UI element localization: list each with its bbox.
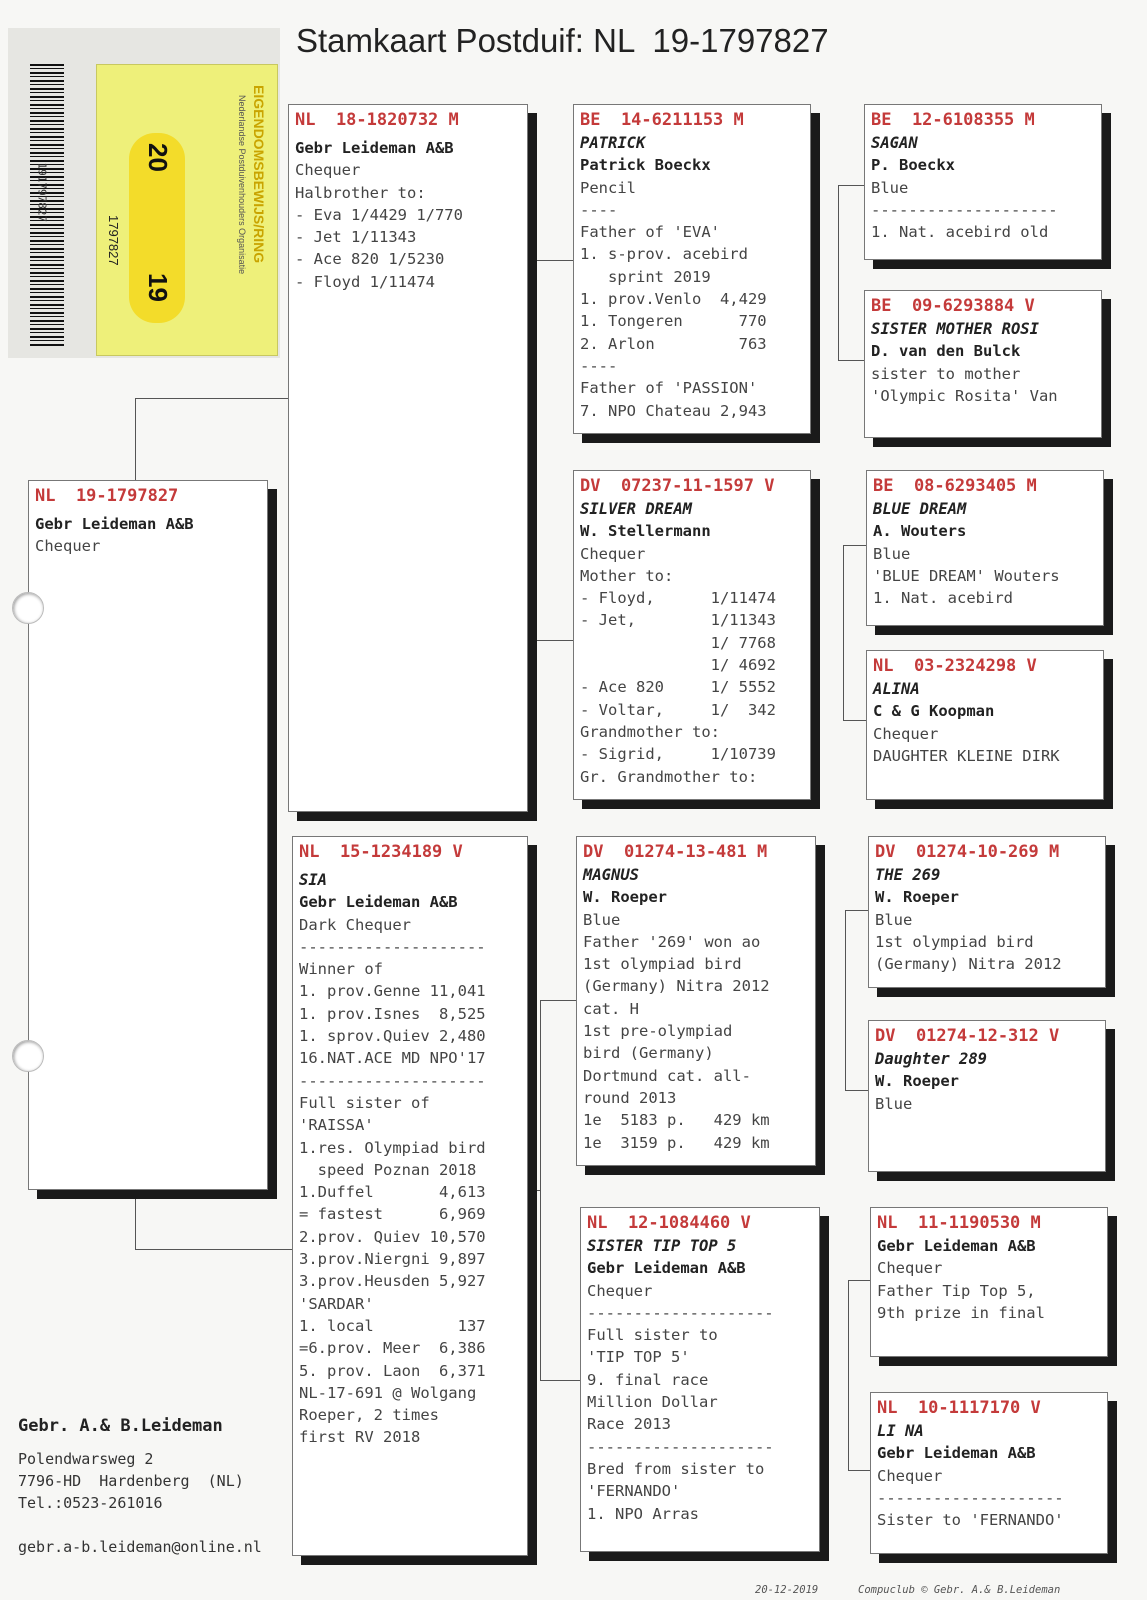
breeder: W. Roeper <box>875 1072 959 1091</box>
color: Blue <box>875 910 913 929</box>
info-line: Mother to: <box>580 566 674 585</box>
city: 7796-HD Hardenberg (NL) <box>18 1472 244 1490</box>
ring-number: NL 12-1084460 V <box>587 1213 751 1233</box>
pigeon-name: LI NA <box>877 1422 924 1440</box>
info-line: Gr. Grandmother to: <box>580 767 758 786</box>
color: Chequer <box>295 161 361 180</box>
info-line: Father Tip Top 5, <box>877 1281 1036 1300</box>
info-line: 1/ 7768 <box>580 633 776 652</box>
info-line: Full sister to <box>587 1326 718 1345</box>
breeder: Gebr Leideman A&B <box>35 515 194 533</box>
info-line: 3.prov.Heusden 5,927 <box>299 1272 486 1291</box>
connector <box>135 398 136 480</box>
ownership-label: EIGENDOMSBEWIJS/RING <box>251 85 267 264</box>
info-line: - Ace 820 1/5230 <box>295 250 445 269</box>
info-line: =6.prov. Meer 6,386 <box>299 1339 486 1358</box>
breeder: Gebr Leideman A&B <box>295 139 454 157</box>
breeder: C & G Koopman <box>873 702 995 721</box>
info-line: = fastest 6,969 <box>299 1205 486 1224</box>
info-line: 16.NAT.ACE MD NPO'17 <box>299 1049 486 1068</box>
info-line: ---- <box>580 200 618 219</box>
pigeon-name: Daughter 289 <box>875 1050 987 1068</box>
info-line: -------------------- <box>587 1303 774 1322</box>
pedigree-card-ddd <box>870 1392 1108 1554</box>
info-line: 'TIP TOP 5' <box>587 1348 690 1367</box>
pigeon-name: SISTER TIP TOP 5 <box>587 1237 737 1255</box>
ring-number: NL 03-2324298 V <box>873 656 1037 676</box>
info-line: Sister to 'FERNANDO' <box>877 1511 1064 1530</box>
info-line: - Jet, 1/11343 <box>580 611 776 630</box>
info-line: 2.prov. Quiev 10,570 <box>299 1227 486 1246</box>
connector <box>845 910 869 911</box>
connector <box>843 545 844 720</box>
info-line: - Floyd 1/11474 <box>295 272 435 291</box>
info-line: 9th prize in final <box>877 1303 1045 1322</box>
info-line: -------------------- <box>587 1437 774 1456</box>
color: Blue <box>875 1094 913 1113</box>
info-line: 1. prov.Venlo 4,429 <box>580 290 767 309</box>
pigeon-name: SIA <box>299 871 327 889</box>
connector <box>838 360 864 361</box>
pedigree-card-dam <box>292 836 528 1556</box>
ring-number: DV 07237-11-1597 V <box>580 476 775 496</box>
ring-number: BE 09-6293884 V <box>871 296 1035 316</box>
info-line: 1. Nat. acebird old <box>871 223 1049 242</box>
connector <box>535 260 536 640</box>
color: Chequer <box>873 724 939 743</box>
phone: Tel.:0523-261016 <box>18 1494 163 1512</box>
info-line: cat. H <box>583 999 639 1018</box>
ownership-card <box>96 64 278 356</box>
info-line: 1. sprov.Quiev 2,480 <box>299 1027 486 1046</box>
connector <box>540 1000 576 1001</box>
connector <box>528 470 536 471</box>
breeder: Gebr Leideman A&B <box>587 1259 746 1278</box>
info-line: 1/ 4692 <box>580 656 776 675</box>
info-line: 'SARDAR' <box>299 1294 374 1313</box>
breeder: Patrick Boeckx <box>580 156 711 175</box>
pedigree-card-dss <box>868 836 1106 988</box>
breeder: P. Boeckx <box>871 156 955 175</box>
info-line: 3.prov.Niergni 9,897 <box>299 1250 486 1269</box>
ring-certificate <box>8 28 280 358</box>
info-line: Race 2013 <box>587 1415 671 1434</box>
breeder: Gebr Leideman A&B <box>299 893 458 912</box>
color: Blue <box>871 178 909 197</box>
pedigree-card-sdd <box>866 650 1104 800</box>
info-line: NL-17-691 @ Wolgang <box>299 1383 477 1402</box>
info-line: Winner of <box>299 960 383 979</box>
info-line: -------------------- <box>877 1488 1064 1507</box>
info-line: - Floyd, 1/11474 <box>580 589 776 608</box>
info-line: -------------------- <box>299 937 486 956</box>
info-line: speed Poznan 2018 <box>299 1160 477 1179</box>
breeder: A. Wouters <box>873 522 967 541</box>
company-name: Gebr. A.& B.Leideman <box>18 1416 223 1436</box>
org-label: Nederlandse Postduivenhouders Organisatie <box>237 95 247 275</box>
pedigree-card-dam-dam <box>580 1207 820 1552</box>
info-line: (Germany) Nitra 2012 <box>583 977 770 996</box>
pedigree-card-sire-dam <box>573 470 811 800</box>
info-line: Bred from sister to <box>587 1459 765 1478</box>
ring-number: BE 08-6293405 M <box>873 476 1037 496</box>
punch-hole <box>12 592 44 624</box>
year-left: 20 <box>143 143 173 172</box>
info-line: 9. final race <box>587 1370 709 1389</box>
color: Chequer <box>877 1466 943 1485</box>
punch-hole <box>12 1040 44 1072</box>
ring-number: NL 10-1117170 V <box>877 1398 1041 1418</box>
color: Pencil <box>580 178 636 197</box>
info-line: round 2013 <box>583 1088 677 1107</box>
year-badge <box>129 133 185 323</box>
info-line: 1.res. Olympiad bird <box>299 1138 486 1157</box>
barcode-number: 191797827 <box>35 162 49 223</box>
ring-number: NL 18-1820732 M <box>295 110 459 130</box>
info-line: 1st olympiad bird <box>583 955 742 974</box>
color: Chequer <box>877 1259 943 1278</box>
connector <box>540 1380 580 1381</box>
connector <box>838 185 839 360</box>
ring-number: BE 12-6108355 M <box>871 110 1035 130</box>
connector <box>838 185 864 186</box>
pigeon-name: PATRICK <box>580 134 646 152</box>
connector <box>843 720 867 721</box>
ring-number: NL 19-1797827 <box>35 486 179 506</box>
info-line: 'FERNANDO' <box>587 1482 681 1501</box>
print-date: 20-12-2019 <box>755 1584 819 1596</box>
info-line: Million Dollar <box>587 1393 718 1412</box>
breeder: W. Stellermann <box>580 522 711 541</box>
ring-number: NL 15-1234189 V <box>299 842 463 862</box>
info-line: 1e 5183 p. 429 km <box>583 1111 770 1130</box>
info-line: -------------------- <box>871 200 1058 219</box>
ring-number: DV 01274-13-481 M <box>583 842 768 862</box>
connector <box>845 910 846 1090</box>
copyright: Compuclub © Gebr. A.& B.Leideman <box>858 1584 1061 1596</box>
color: Chequer <box>580 544 646 563</box>
info-line: Halbrother to: <box>295 183 426 202</box>
color: Dark Chequer <box>299 915 411 934</box>
pigeon-name: SAGAN <box>871 134 918 152</box>
info-line: Roeper, 2 times <box>299 1406 439 1425</box>
pedigree-card-dam-sire <box>576 836 816 1166</box>
info-line: 'Olympic Rosita' Van <box>871 386 1058 405</box>
connector <box>848 1280 849 1470</box>
info-line: Father of 'EVA' <box>580 223 720 242</box>
info-line: Father of 'PASSION' <box>580 379 758 398</box>
page-title: Stamkaart Postduif: NL 19-1797827 <box>296 22 829 59</box>
info-line: - Ace 820 1/ 5552 <box>580 678 776 697</box>
info-line: 1. prov.Isnes 8,525 <box>299 1004 486 1023</box>
info-line: 2. Arlon 763 <box>580 334 767 353</box>
info-line: Grandmother to: <box>580 722 720 741</box>
pigeon-name: MAGNUS <box>583 866 639 884</box>
pedigree-card-sire <box>288 104 528 812</box>
info-line: sprint 2019 <box>580 267 711 286</box>
connector <box>845 1090 869 1091</box>
breeder: W. Roeper <box>583 888 667 907</box>
pigeon-name: ALINA <box>873 680 920 698</box>
info-line: 1. Tongeren 770 <box>580 312 767 331</box>
ring-number: DV 01274-10-269 M <box>875 842 1060 862</box>
info-line: first RV 2018 <box>299 1428 421 1447</box>
pedigree-card-sds <box>866 470 1104 626</box>
color: Chequer <box>35 537 101 556</box>
pigeon-name: SILVER DREAM <box>580 500 692 518</box>
pedigree-card-sire-sire <box>573 104 811 434</box>
info-line: - Eva 1/4429 1/770 <box>295 205 463 224</box>
info-line: -------------------- <box>299 1071 486 1090</box>
info-line: (Germany) Nitra 2012 <box>875 955 1062 974</box>
info-line: 7. NPO Chateau 2,943 <box>580 401 767 420</box>
info-line: 1st olympiad bird <box>875 932 1034 951</box>
color: Blue <box>583 910 621 929</box>
pedigree-card-dsd <box>868 1020 1106 1172</box>
info-line: DAUGHTER KLEINE DIRK <box>873 746 1060 765</box>
year-right: 19 <box>143 273 173 302</box>
email-link[interactable]: gebr.a-b.leideman@online.nl <box>18 1538 262 1556</box>
connector <box>848 1470 872 1471</box>
connector <box>848 1280 872 1281</box>
ring-number: BE 14-6211153 M <box>580 110 744 130</box>
info-line: 1st pre-olympiad <box>583 1022 733 1041</box>
color: Chequer <box>587 1281 653 1300</box>
info-line: 1. Nat. acebird <box>873 589 1013 608</box>
info-line: Dortmund cat. all- <box>583 1066 751 1085</box>
info-line: sister to mother <box>871 364 1021 383</box>
pigeon-name: THE 269 <box>875 866 941 884</box>
pedigree-card-dds <box>870 1207 1108 1357</box>
info-line: - Sigrid, 1/10739 <box>580 745 776 764</box>
color: Blue <box>873 544 911 563</box>
info-line: Full sister of <box>299 1093 430 1112</box>
info-line: 1. prov.Genne 11,041 <box>299 982 486 1001</box>
address: Polendwarsweg 2 <box>18 1450 154 1468</box>
info-line: Father '269' won ao <box>583 932 761 951</box>
ring-number: NL 11-1190530 M <box>877 1213 1041 1233</box>
info-line: - Jet 1/11343 <box>295 228 417 247</box>
info-line: ---- <box>580 356 618 375</box>
info-line: 1. s-prov. acebird <box>580 245 748 264</box>
breeder: D. van den Bulck <box>871 342 1021 361</box>
connector <box>135 398 289 399</box>
connector <box>535 260 573 261</box>
info-line: bird (Germany) <box>583 1044 714 1063</box>
connector <box>532 1190 541 1191</box>
pigeon-name: SISTER MOTHER ROSI <box>871 320 1039 338</box>
info-line: 5. prov. Laon 6,371 <box>299 1361 486 1380</box>
pigeon-name: BLUE DREAM <box>873 500 967 518</box>
info-line: 1. NPO Arras <box>587 1504 699 1523</box>
info-line: - Voltar, 1/ 342 <box>580 700 776 719</box>
breeder: Gebr Leideman A&B <box>877 1444 1036 1463</box>
info-line: 1.Duffel 4,613 <box>299 1183 486 1202</box>
info-line: 'BLUE DREAM' Wouters <box>873 566 1060 585</box>
band-number: 1797827 <box>106 215 121 266</box>
info-line: 1e 3159 p. 429 km <box>583 1133 770 1152</box>
connector <box>535 640 573 641</box>
pedigree-card-ssd <box>864 290 1102 438</box>
connector <box>135 1249 293 1250</box>
breeder: W. Roeper <box>875 888 959 907</box>
pedigree-card-sss <box>864 104 1102 260</box>
pedigree-card-subject <box>28 480 268 1190</box>
info-line: 'RAISSA' <box>299 1116 374 1135</box>
breeder: Gebr Leideman A&B <box>877 1237 1036 1255</box>
info-line: 1. local 137 <box>299 1316 486 1335</box>
ring-number: DV 01274-12-312 V <box>875 1026 1060 1046</box>
connector <box>843 545 867 546</box>
